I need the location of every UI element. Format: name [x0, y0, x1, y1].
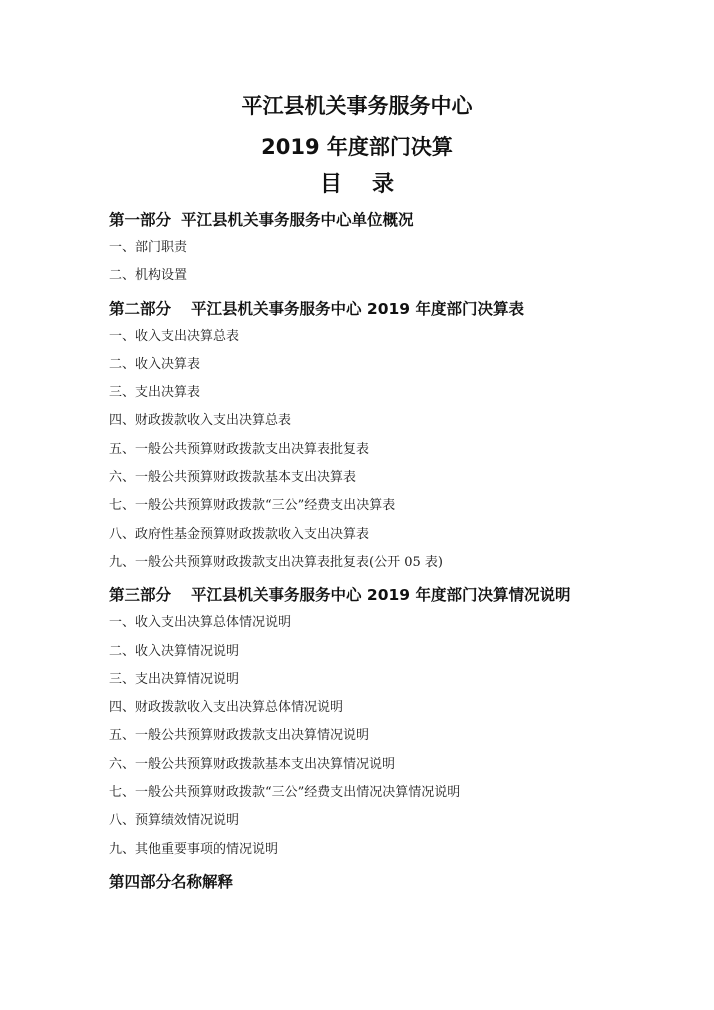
toc-item[interactable]: 二、收入决算表: [109, 356, 201, 372]
toc-part-name: 平江县机关事务服务中心 2019 年度部门决算情况说明: [191, 586, 571, 605]
toc-item[interactable]: 五、一般公共预算财政拨款支出决算表批复表: [109, 441, 370, 457]
toc-part-label: 第三部分: [109, 586, 172, 605]
toc-item[interactable]: 六、一般公共预算财政拨款基本支出决算情况说明: [109, 756, 396, 772]
toc-part-4[interactable]: [109, 868, 669, 896]
toc-heading: 目录: [319, 172, 424, 197]
toc-item[interactable]: 一、部门职责: [109, 240, 188, 255]
toc-part-label: 第一部分: [109, 211, 172, 229]
toc-part-2[interactable]: [109, 295, 669, 323]
toc-part-name: 平江县机关事务服务中心 2019 年度部门决算表: [191, 299, 524, 318]
toc-item[interactable]: 五、一般公共预算财政拨款支出决算情况说明: [109, 728, 370, 744]
toc-item[interactable]: 四、财政拨款收入支出决算总体情况说明: [109, 700, 344, 716]
toc-item[interactable]: 二、收入决算情况说明: [109, 643, 240, 659]
toc-item[interactable]: 八、政府性基金预算财政拨款收入支出决算表: [109, 526, 370, 542]
toc-item[interactable]: 六、一般公共预算财政拨款基本支出决算表: [109, 470, 357, 486]
toc-part-1[interactable]: [109, 206, 669, 234]
toc-item[interactable]: 一、收入支出决算总体情况说明: [109, 615, 292, 631]
table-of-contents: [109, 206, 669, 896]
toc-part-label: 第四部分: [109, 872, 172, 891]
toc-item[interactable]: 九、一般公共预算财政拨款支出决算表批复表(公开 05 表): [109, 554, 443, 570]
toc-item[interactable]: 七、一般公共预算财政拨款“三公”经费支出决算表: [109, 498, 396, 514]
toc-item[interactable]: 一、收入支出决算总表: [109, 328, 240, 344]
toc-item[interactable]: 九、其他重要事项的情况说明: [109, 841, 279, 857]
toc-item[interactable]: 二、机构设置: [109, 268, 188, 284]
toc-item[interactable]: 七、一般公共预算财政拨款“三公”经费支出情况决算情况说明: [109, 785, 461, 801]
document-subtitle: 2019 年度部门决算: [261, 135, 453, 159]
toc-part-label: 第二部分: [109, 299, 172, 318]
document-title: 平江县机关事务服务中心: [241, 94, 473, 118]
toc-part-3[interactable]: [109, 581, 669, 609]
toc-item[interactable]: 三、支出决算表: [109, 385, 201, 401]
toc-part-name: 名称解释: [171, 872, 234, 891]
toc-item[interactable]: 四、财政拨款收入支出决算总表: [109, 413, 292, 429]
toc-item[interactable]: 八、预算绩效情况说明: [109, 813, 240, 829]
toc-item[interactable]: 三、支出决算情况说明: [109, 671, 240, 687]
toc-part-name: 平江县机关事务服务中心单位概况: [181, 211, 414, 229]
